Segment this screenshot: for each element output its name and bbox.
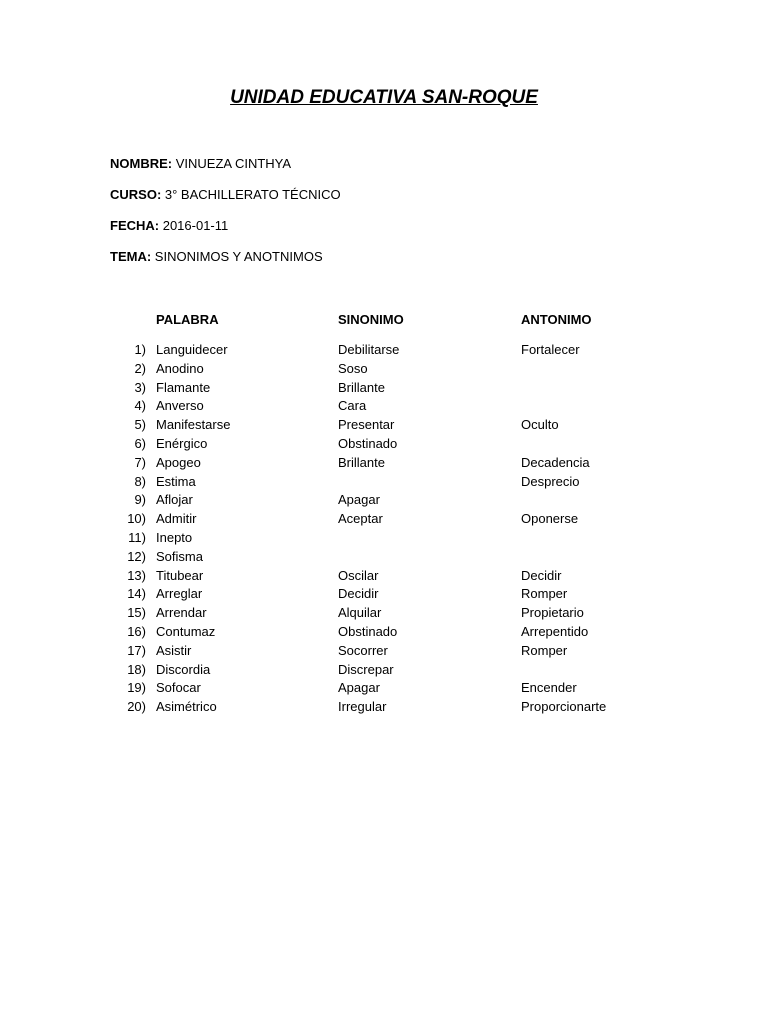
row-antonimo: Decidir xyxy=(521,567,562,583)
row-sinonimo: Apagar xyxy=(338,492,380,508)
row-palabra: Flamante xyxy=(156,379,211,395)
row-sinonimo: Brillante xyxy=(338,454,385,470)
row-sinonimo: Obstinado xyxy=(338,624,398,639)
document-title: UNIDAD EDUCATIVA SAN-ROQUE xyxy=(230,87,538,108)
header-palabra: PALABRA xyxy=(156,312,219,327)
row-sinonimo: Irregular xyxy=(338,699,387,715)
row-sinonimo: Presentar xyxy=(338,417,395,433)
row-sinonimo: Brillante xyxy=(338,379,385,395)
nombre-line xyxy=(110,156,291,172)
row-palabra: Contumaz xyxy=(156,624,216,639)
row-antonimo: Decadencia xyxy=(521,454,590,470)
table-row xyxy=(0,662,768,681)
row-palabra: Asimétrico xyxy=(156,699,217,715)
table-row xyxy=(0,398,768,417)
table-row xyxy=(0,605,768,624)
tema-line xyxy=(110,249,323,265)
curso-label: CURSO: xyxy=(110,187,162,202)
row-number: 20) xyxy=(127,699,146,715)
row-sinonimo: Decidir xyxy=(338,586,379,602)
row-palabra: Aflojar xyxy=(156,492,193,508)
row-antonimo: Encender xyxy=(521,680,577,696)
table-row xyxy=(0,643,768,662)
table-row xyxy=(0,492,768,511)
curso-value: 3° BACHILLERATO TÉCNICO xyxy=(161,187,341,202)
row-antonimo: Oculto xyxy=(521,417,559,433)
row-number: 1) xyxy=(134,342,146,357)
row-number: 17) xyxy=(127,642,146,658)
row-number: 19) xyxy=(127,680,146,696)
row-antonimo: Proporcionarte xyxy=(521,699,607,715)
row-palabra: Asistir xyxy=(156,642,192,658)
row-palabra: Languidecer xyxy=(156,342,228,357)
row-palabra: Anodino xyxy=(156,360,204,376)
row-sinonimo: Socorrer xyxy=(338,642,388,658)
row-antonimo: Oponerse xyxy=(521,511,579,527)
table-row xyxy=(0,586,768,605)
row-antonimo: Propietario xyxy=(521,605,584,621)
row-number: 16) xyxy=(127,624,146,639)
curso-line xyxy=(110,187,341,203)
row-sinonimo: Soso xyxy=(338,360,368,376)
table-row xyxy=(0,436,768,455)
nombre-value: VINUEZA CINTHYA xyxy=(172,156,292,171)
table-row xyxy=(0,549,768,568)
header-sinonimo: SINONIMO xyxy=(338,312,404,327)
row-number: 12) xyxy=(127,548,146,564)
row-sinonimo: Debilitarse xyxy=(338,342,400,357)
table-row xyxy=(0,455,768,474)
row-number: 7) xyxy=(134,454,146,470)
row-number: 13) xyxy=(127,567,146,583)
row-palabra: Estima xyxy=(156,473,196,489)
row-number: 5) xyxy=(134,417,146,433)
row-sinonimo: Apagar xyxy=(338,680,380,696)
row-sinonimo: Discrepar xyxy=(338,661,394,677)
row-palabra: Discordia xyxy=(156,661,211,677)
tema-label: TEMA: xyxy=(110,249,152,264)
row-palabra: Apogeo xyxy=(156,454,201,470)
row-antonimo: Fortalecer xyxy=(521,342,580,357)
row-palabra: Inepto xyxy=(156,530,193,545)
table-row xyxy=(0,699,768,718)
row-number: 14) xyxy=(127,586,146,602)
row-palabra: Sofisma xyxy=(156,548,203,564)
row-number: 10) xyxy=(127,511,146,527)
row-sinonimo: Cara xyxy=(338,398,367,414)
tema-value: SINONIMOS Y ANOTNIMOS xyxy=(151,249,323,264)
table-row xyxy=(0,342,768,361)
fecha-label: FECHA: xyxy=(110,218,160,233)
row-number: 2) xyxy=(134,360,146,376)
row-sinonimo: Aceptar xyxy=(338,511,383,527)
row-antonimo: Arrepentido xyxy=(521,624,589,639)
table-row xyxy=(0,680,768,699)
table-row xyxy=(0,568,768,587)
table-row xyxy=(0,474,768,493)
table-row xyxy=(0,380,768,399)
row-sinonimo: Alquilar xyxy=(338,605,382,621)
fecha-line xyxy=(110,218,228,234)
table-row xyxy=(0,417,768,436)
row-number: 11) xyxy=(128,530,146,545)
table-row xyxy=(0,361,768,380)
row-antonimo: Romper xyxy=(521,586,568,602)
nombre-label: NOMBRE: xyxy=(110,156,173,171)
row-number: 18) xyxy=(127,661,146,677)
row-sinonimo: Oscilar xyxy=(338,567,379,583)
header-antonimo: ANTONIMO xyxy=(521,312,592,327)
row-palabra: Enérgico xyxy=(156,436,208,451)
row-number: 9) xyxy=(134,492,146,508)
row-antonimo: Desprecio xyxy=(521,473,580,489)
row-number: 3) xyxy=(134,379,146,395)
row-palabra: Sofocar xyxy=(156,680,201,696)
table-row xyxy=(0,511,768,530)
row-number: 4) xyxy=(134,398,146,414)
row-palabra: Manifestarse xyxy=(156,417,231,433)
row-palabra: Arrendar xyxy=(156,605,207,621)
row-number: 8) xyxy=(134,473,146,489)
row-antonimo: Romper xyxy=(521,642,568,658)
row-sinonimo: Obstinado xyxy=(338,436,398,451)
row-palabra: Arreglar xyxy=(156,586,203,602)
table-row xyxy=(0,530,768,549)
row-palabra: Titubear xyxy=(156,567,204,583)
row-number: 15) xyxy=(127,605,146,621)
table-row xyxy=(0,624,768,643)
row-number: 6) xyxy=(134,436,146,451)
row-palabra: Anverso xyxy=(156,398,204,414)
row-palabra: Admitir xyxy=(156,511,197,527)
fecha-value: 2016-01-11 xyxy=(159,218,229,233)
